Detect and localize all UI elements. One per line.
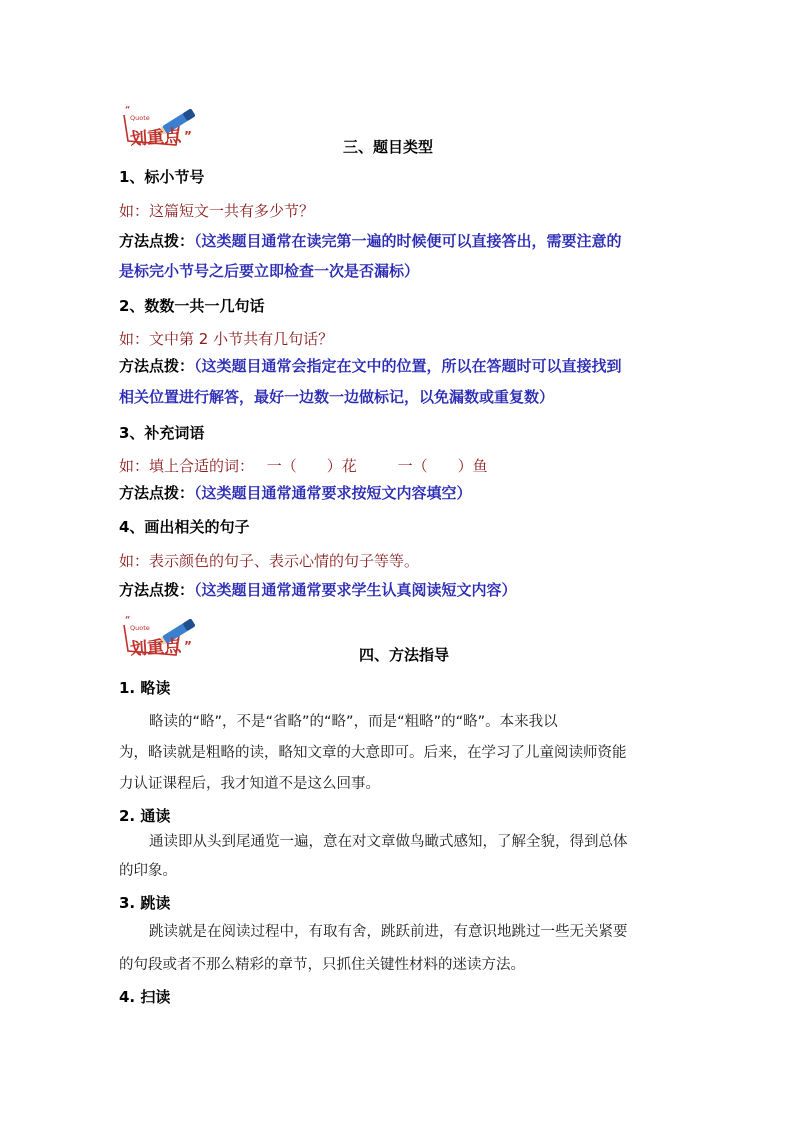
paragraph-line: 为，略读就是粗略的读，略知文章的大意即可。后来，在学习了儿童阅读师资能 <box>119 745 627 761</box>
method-tip <box>119 478 472 508</box>
example-prefix: 如：填上合适的词： <box>119 457 255 475</box>
method-tip-label: 方法点拨： <box>119 357 195 375</box>
badge-label: 划重点 <box>129 636 182 660</box>
quote-label: Quote <box>130 114 150 122</box>
badge-close-quote: ” <box>184 129 192 143</box>
method-heading: 1. 略读 <box>119 679 171 697</box>
example-blank-2: 一（ ）鱼 <box>397 457 488 475</box>
question-type-example <box>119 455 488 476</box>
question-type-example: 如：表示颜色的句子、表示心情的句子等等。 <box>119 552 420 570</box>
method-tip-label: 方法点拨： <box>119 581 195 599</box>
badge-label: 划重点 <box>129 126 182 150</box>
paragraph-line: 力认证课程后，我才知道不是这么回事。 <box>119 776 380 792</box>
paragraph-line: 略读的“略”，不是“省略”的“略”，而是“粗略”的“略”。本来我以 <box>149 714 558 730</box>
section-title-method-guide: 四、方法指导 <box>359 646 450 664</box>
method-heading: 2. 通读 <box>119 807 171 825</box>
method-tip-label: 方法点拨： <box>119 484 195 502</box>
method-tip <box>119 575 517 605</box>
method-tip-text: （这类题目通常通常要求学生认真阅读短文内容） <box>194 581 517 599</box>
paragraph-line: 通读即从头到尾通览一遍，意在对文章做鸟瞰式感知，了解全貌，得到总体 <box>149 834 628 850</box>
method-tip-label: 方法点拨： <box>119 232 195 250</box>
method-tip-text: （这类题目通常在读完第一遍的时候便可以直接答出，需要注意的 <box>194 232 622 250</box>
method-tip <box>119 351 622 381</box>
key-point-badge <box>118 611 214 661</box>
method-tip-text: （这类题目通常会指定在文中的位置，所以在答题时可以直接找到 <box>194 357 622 375</box>
method-tip-text: 相关位置进行解答，最好一边数一边做标记，以免漏数或重复数） <box>119 388 555 406</box>
badge-close-quote: ” <box>184 639 192 653</box>
method-heading: 3. 跳读 <box>119 894 171 912</box>
example-blank-1: 一（ ）花 <box>266 457 357 475</box>
svg-text:“: “ <box>125 616 131 626</box>
key-point-badge <box>118 101 214 151</box>
question-type-heading: 4、画出相关的句子 <box>119 518 250 536</box>
paragraph-line: 的印象。 <box>119 863 177 879</box>
method-tip <box>119 226 622 256</box>
method-heading: 4. 扫读 <box>119 988 171 1006</box>
section-title-question-types: 三、题目类型 <box>343 138 434 156</box>
method-tip-text: （这类题目通常通常要求按短文内容填空） <box>194 484 472 502</box>
method-tip-text: 是标完小节号之后要立即检查一次是否漏标） <box>119 262 420 280</box>
paragraph-line: 跳读就是在阅读过程中，有取有舍，跳跃前进，有意识地跳过一些无关紧要 <box>149 924 628 940</box>
question-type-heading: 3、补充词语 <box>119 424 205 442</box>
question-type-example: 如：这篇短文一共有多少节？ <box>119 202 315 220</box>
quote-label: Quote <box>130 624 150 632</box>
question-type-heading: 2、数数一共一几句话 <box>119 297 265 315</box>
question-type-example: 如：文中第 2 小节共有几句话？ <box>119 330 334 348</box>
paragraph-line: 的句段或者不那么精彩的章节，只抓住关键性材料的迷读方法。 <box>119 957 525 973</box>
svg-text:“: “ <box>125 106 131 116</box>
question-type-heading: 1、标小节号 <box>119 168 205 186</box>
